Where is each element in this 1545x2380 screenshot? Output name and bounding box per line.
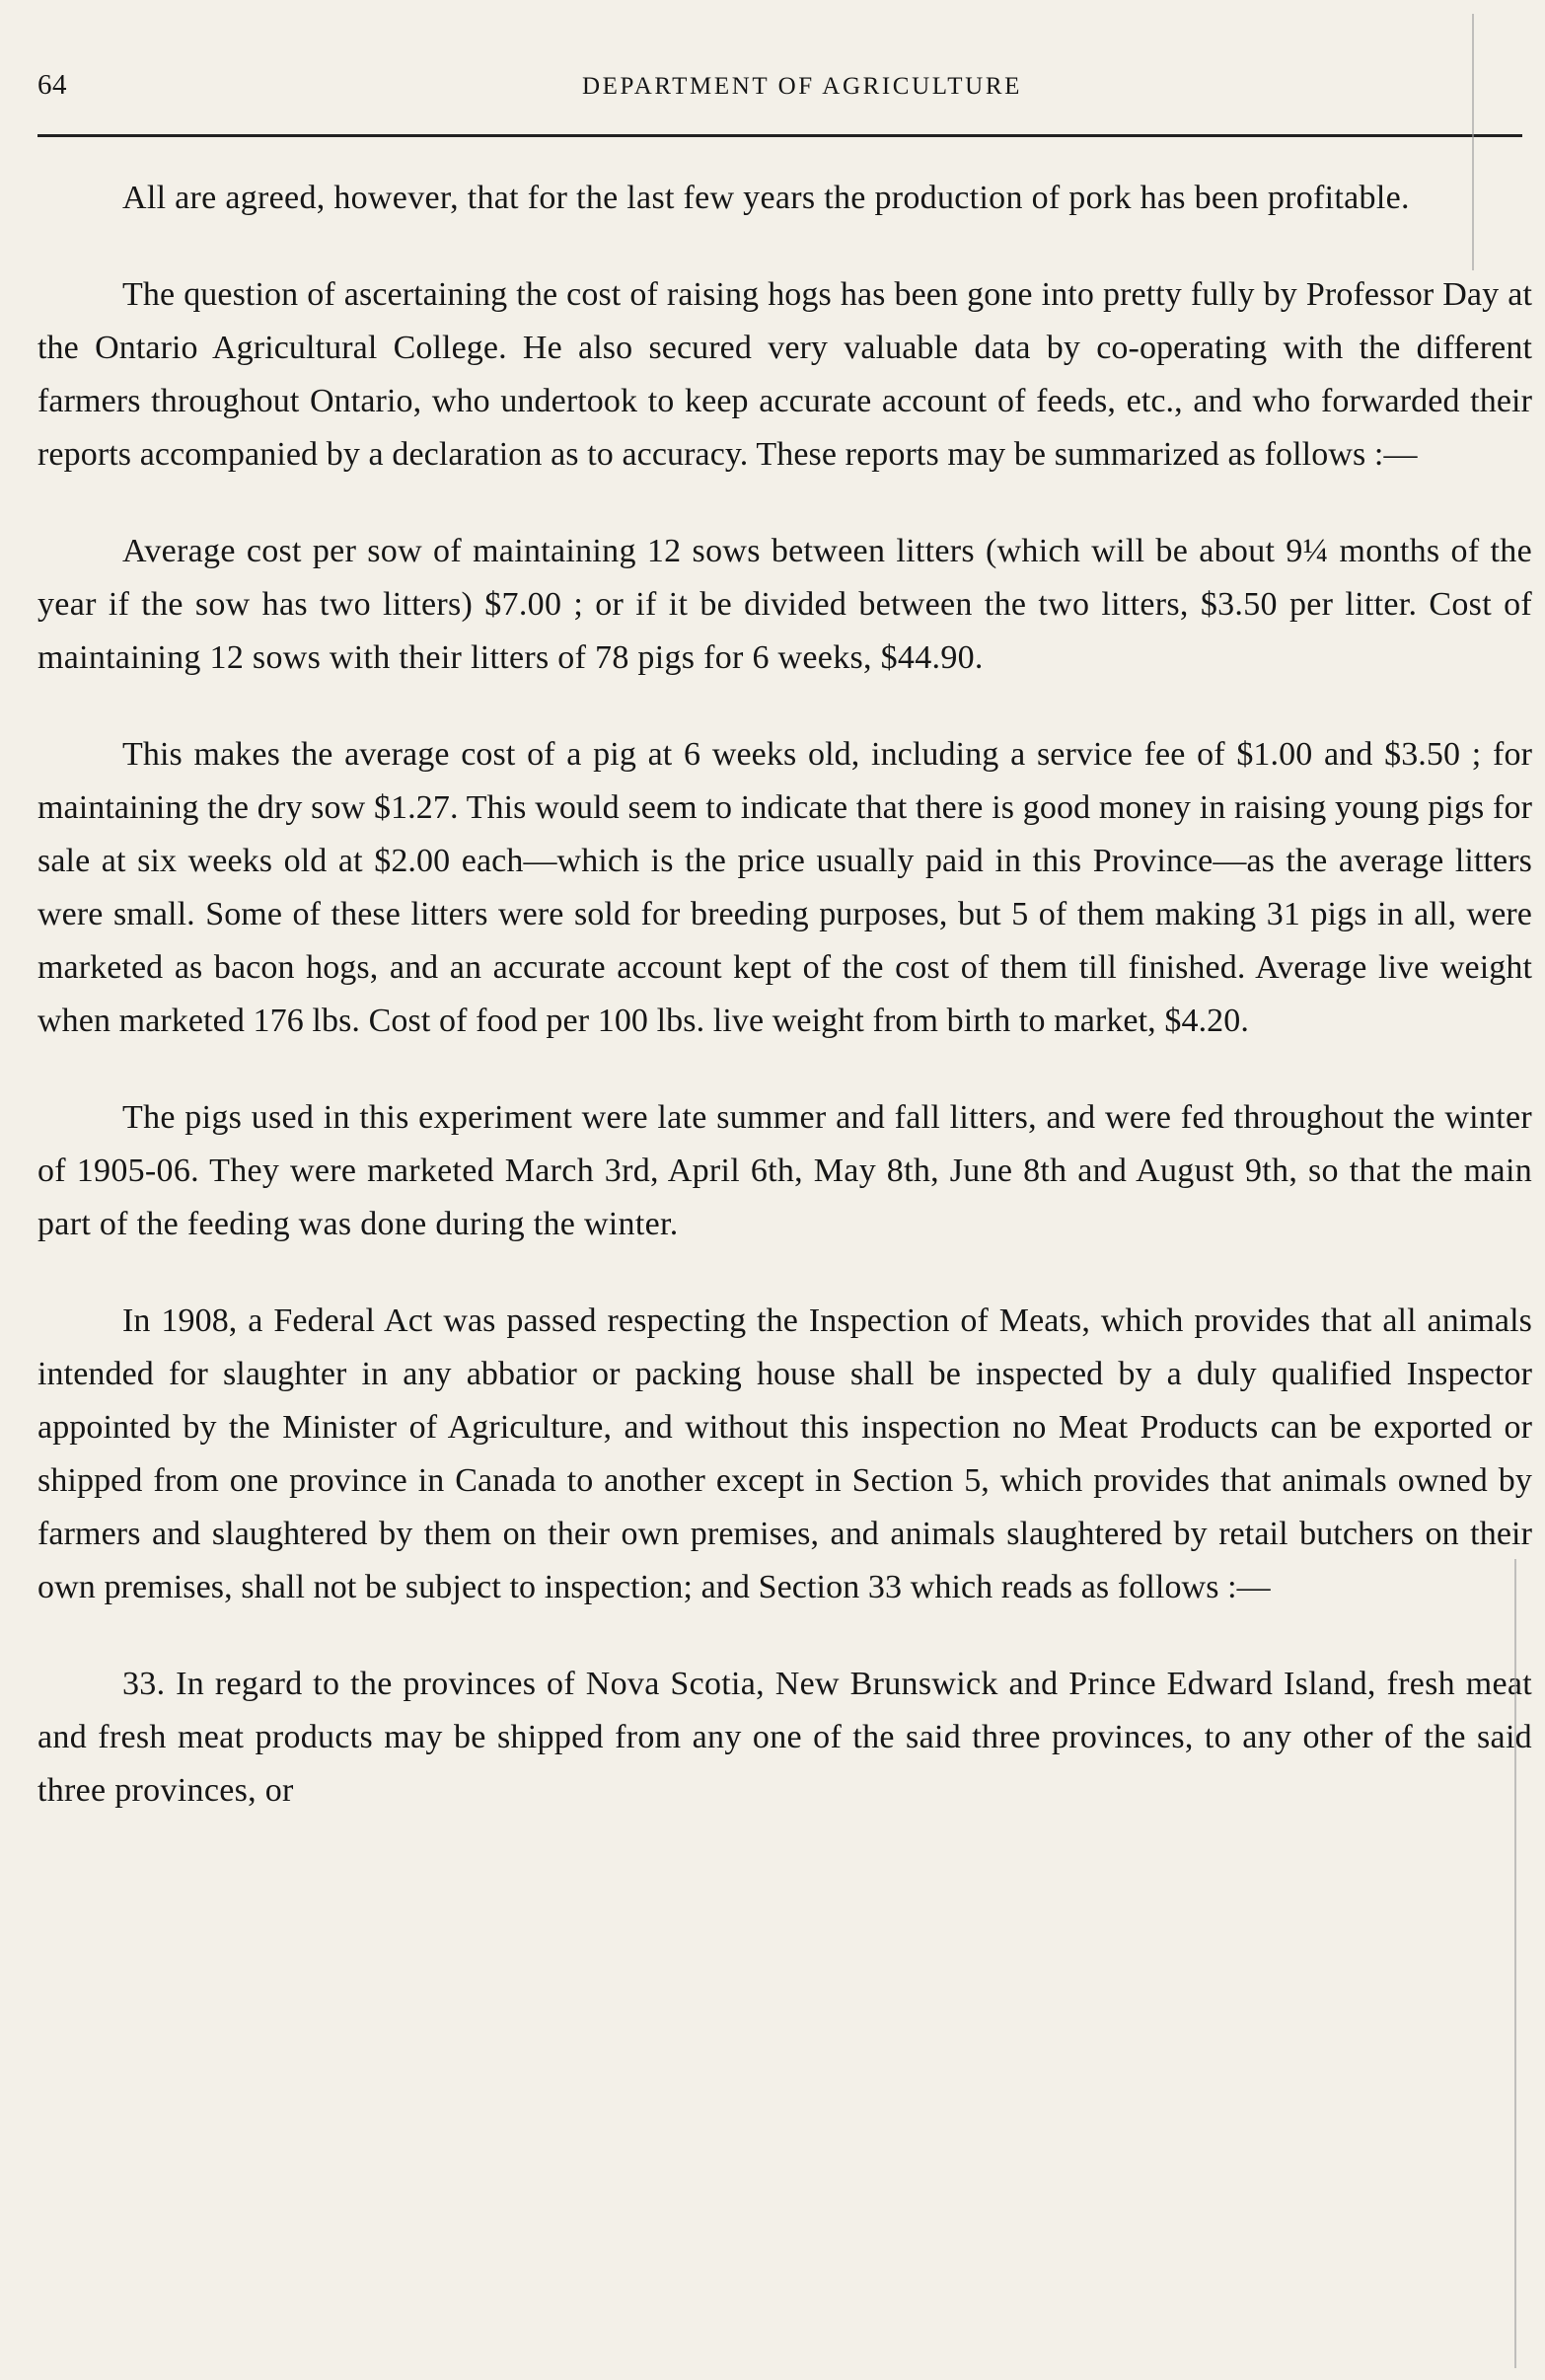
- paragraph-meat-inspection-act: In 1908, a Federal Act was passed respecting the Inspection of Meats, which provides that all animals intended for slaughter in any abbatior or packing house shall be inspected by a duly qualified Inspector appointed by the Minister of Agriculture, and without this inspection no Meat Products can be exported or shipped from one province in Canada to another except in Section 5, which provides that animals owned by farmers and slaughtered by them on their own premises, and animals slaughtered by retail butchers on their own premises, shall not be subject to inspection; and Section 33 which reads as follows :—: [37, 1302, 1532, 1605]
- running-title: DEPARTMENT OF AGRICULTURE: [582, 73, 1022, 100]
- scan-artifact-line: [1514, 1559, 1516, 2368]
- paragraph-experiment-litters: The pigs used in this experiment were late summer and fall litters, and were fed throughout the winter of 1905-06. They were marketed March 3rd, April 6th, May 8th, June 8th and August 9th, so that the main part of the feeding was done during the winter.: [37, 1099, 1532, 1242]
- paragraph-section-33: 33. In regard to the provinces of Nova Scotia, New Brunswick and Prince Edward Island, fresh meat and fresh meat products may be shipped from any one of the said three provinces, to any other of the said three provinces, or: [37, 1666, 1532, 1809]
- page-number: 64: [37, 69, 67, 101]
- paragraph-cost-of-raising-hogs: The question of ascertaining the cost of raising hogs has been gone into pretty fully by Professor Day at the Ontario Agricultural College. He also secured very valuable data by co-operating with the different farmers throughout Ontario, who undertook to keep accurate account of feeds, etc., and who forwarded their reports accompanied by a declaration as to accuracy. These reports may be summarized as follows :—: [37, 276, 1532, 473]
- paragraph-pig-average-cost: This makes the average cost of a pig at 6 weeks old, including a service fee of $1.00 and $3.50 ; for maintaining the dry sow $1.27. This would seem to indicate that there is good money in raising young pigs for sale at six weeks old at $2.00 each—which is the price usually paid in this Province—as the average litters were small. Some of these litters were sold for breeding purposes, but 5 of them making 31 pigs in all, were marketed as bacon hogs, and an accurate account kept of the cost of them till finished. Average live weight when marketed 176 lbs. Cost of food per 100 lbs. live weight from birth to market, $4.20.: [37, 736, 1532, 1039]
- header-rule: [37, 134, 1522, 137]
- page-header: [37, 61, 1508, 111]
- paragraph-sow-maintenance-cost: Average cost per sow of maintaining 12 sows between litters (which will be about 9¼ months of the year if the sow has two litters) $7.00 ; or if it be divided between the two litters, $3.50 per litter. Cost of maintaining 12 sows with their litters of 78 pigs for 6 weeks, $44.90.: [37, 533, 1532, 676]
- body-text: [37, 172, 1532, 1861]
- paragraph-pork-profitable: All are agreed, however, that for the last few years the production of pork has been profitable.: [122, 180, 1410, 216]
- scan-artifact-line: [1472, 14, 1474, 270]
